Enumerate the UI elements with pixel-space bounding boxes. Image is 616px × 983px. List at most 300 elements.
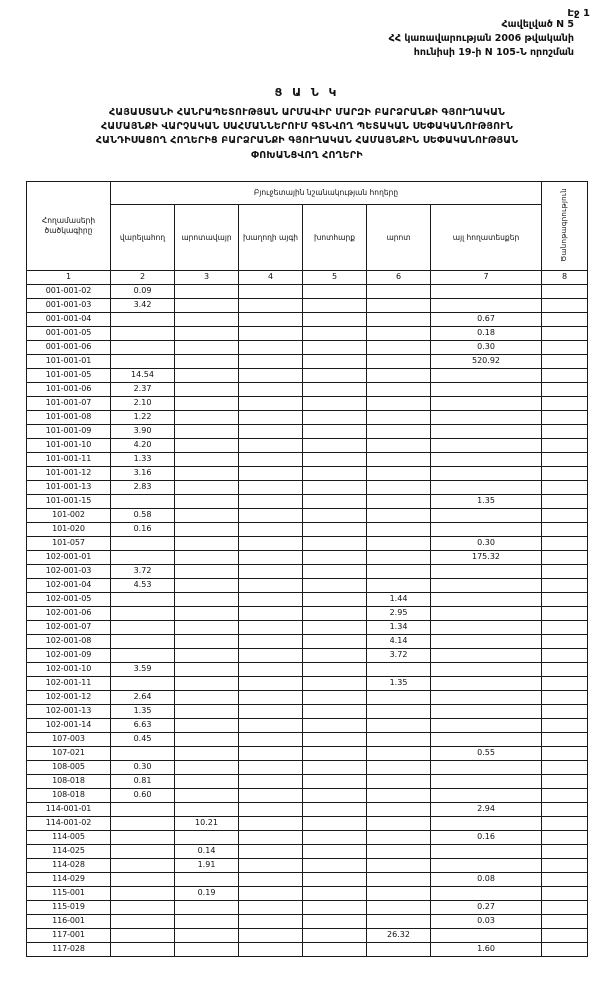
cell-col2: 0.45 [111,732,175,746]
cell-col7 [431,578,542,592]
cell-code: 101-001-15 [27,494,111,508]
cell-col7 [431,704,542,718]
cell-col8 [542,690,588,704]
table-row [27,746,588,760]
colnum-8: 8 [542,270,588,284]
cell-col6 [367,914,431,928]
cell-col7 [431,284,542,298]
cell-col8 [542,508,588,522]
cell-col7 [431,690,542,704]
cell-code: 102-001-07 [27,620,111,634]
cell-col2: 3.90 [111,424,175,438]
cell-col3 [175,564,239,578]
cell-col2 [111,326,175,340]
cell-col7 [431,760,542,774]
cell-col3 [175,550,239,564]
cell-col3 [175,340,239,354]
cell-col8 [542,606,588,620]
header-line-3: հունիսի 19-ի N 105-Ն որոշման [413,46,574,58]
cell-col3 [175,284,239,298]
cell-col7 [431,564,542,578]
cell-code: 115-001 [27,886,111,900]
cell-code: 101-020 [27,522,111,536]
cell-code: 102-001-13 [27,704,111,718]
cell-col6 [367,438,431,452]
cell-col3 [175,326,239,340]
cell-col8 [542,620,588,634]
table-row [27,396,588,410]
cell-col4 [239,382,303,396]
cell-col5 [303,564,367,578]
cell-col2 [111,550,175,564]
cell-col5 [303,732,367,746]
cell-col2 [111,914,175,928]
table-row [27,592,588,606]
title-line-1: ՀԱՅԱՍՏԱՆԻ ՀԱՆՐԱՊԵՏՈՒԹՅԱՆ ԱՐՄԱՎԻՐ ՄԱՐԶԻ ԲԱՐՁՐԱՆՔԻ ԳՅՈՒՂԱԿԱՆ [108,106,506,118]
cell-col2: 2.10 [111,396,175,410]
cell-col3: 1.91 [175,858,239,872]
cell-col4 [239,284,303,298]
cell-col3 [175,690,239,704]
cell-col3 [175,606,239,620]
cell-col4 [239,606,303,620]
cell-col7: 0.67 [431,312,542,326]
cell-col7 [431,368,542,382]
cell-col3 [175,760,239,774]
cell-col8 [542,858,588,872]
cell-col7 [431,466,542,480]
cell-col7 [431,410,542,424]
cell-col3 [175,900,239,914]
cell-col2: 0.16 [111,522,175,536]
cell-col3 [175,802,239,816]
cell-col5 [303,382,367,396]
title-line-4: ՓՈԽԱՆՑՎՈՂ ՀՈՂԵՐԻ [251,149,363,161]
header-sub-6: այլ հողատեսքեր [431,205,542,271]
cell-col3: 0.19 [175,886,239,900]
cell-code: 102-001-11 [27,676,111,690]
cell-code: 108-005 [27,760,111,774]
cell-col8 [542,802,588,816]
cell-col4 [239,354,303,368]
cell-col6 [367,900,431,914]
cell-col8 [542,438,588,452]
table-row [27,298,588,312]
cell-code: 114-025 [27,844,111,858]
cell-code: 108-018 [27,774,111,788]
table-row [27,382,588,396]
cell-col4 [239,550,303,564]
cell-col5 [303,494,367,508]
cell-col3 [175,466,239,480]
cell-col8 [542,466,588,480]
cell-col8 [542,522,588,536]
cell-col3 [175,718,239,732]
cell-col4 [239,690,303,704]
cell-code: 102-001-09 [27,648,111,662]
cell-col6 [367,816,431,830]
header-code: Հողամասերի ծածկագիրը [27,181,111,270]
table-row [27,494,588,508]
cell-code: 117-001 [27,928,111,942]
cell-col7 [431,606,542,620]
cell-col7: 1.35 [431,494,542,508]
cell-col8 [542,536,588,550]
cell-col5 [303,648,367,662]
table-row [27,634,588,648]
cell-code: 102-001-10 [27,662,111,676]
cell-col8 [542,494,588,508]
cell-col5 [303,606,367,620]
cell-col4 [239,802,303,816]
cell-code: 102-001-04 [27,578,111,592]
page-number: Էջ 1 [567,8,590,19]
cell-code: 107-021 [27,746,111,760]
cell-col6 [367,802,431,816]
cell-code: 114-001-01 [27,802,111,816]
cell-col3 [175,732,239,746]
cell-col7: 0.55 [431,746,542,760]
cell-col2 [111,816,175,830]
cell-col5 [303,438,367,452]
cell-col6 [367,788,431,802]
cell-code: 114-005 [27,830,111,844]
cell-col5 [303,312,367,326]
cell-col5 [303,550,367,564]
cell-col3 [175,578,239,592]
cell-code: 102-001-03 [27,564,111,578]
cell-col4 [239,648,303,662]
cell-col7 [431,816,542,830]
table-row [27,354,588,368]
cell-col5 [303,704,367,718]
cell-col3 [175,788,239,802]
cell-col3 [175,396,239,410]
cell-col2: 0.09 [111,284,175,298]
cell-col6 [367,354,431,368]
cell-col2: 3.72 [111,564,175,578]
cell-col3 [175,620,239,634]
cell-col8 [542,298,588,312]
cell-col4 [239,522,303,536]
cell-col8 [542,844,588,858]
cell-col6 [367,732,431,746]
cell-col6 [367,410,431,424]
cell-col5 [303,676,367,690]
cell-col4 [239,452,303,466]
cell-col3 [175,298,239,312]
cell-col2: 0.30 [111,760,175,774]
cell-col3 [175,774,239,788]
cell-col4 [239,620,303,634]
cell-col8 [542,774,588,788]
table-row [27,550,588,564]
cell-col5 [303,424,367,438]
cell-code: 107-003 [27,732,111,746]
cell-col6 [367,340,431,354]
cell-col7 [431,438,542,452]
cell-col5 [303,830,367,844]
cell-code: 101-001-09 [27,424,111,438]
cell-col5 [303,900,367,914]
cell-col6 [367,550,431,564]
cell-code: 001-001-02 [27,284,111,298]
cell-code: 116-001 [27,914,111,928]
cell-col6 [367,844,431,858]
cell-col3 [175,704,239,718]
table-row [27,760,588,774]
cell-col5 [303,508,367,522]
cell-col8 [542,914,588,928]
cell-col5 [303,746,367,760]
cell-code: 102-001-06 [27,606,111,620]
table-row [27,662,588,676]
cell-col7: 175.32 [431,550,542,564]
cell-col7: 0.16 [431,830,542,844]
cell-col2: 3.42 [111,298,175,312]
cell-col8 [542,942,588,956]
cell-col2: 1.35 [111,704,175,718]
cell-col7: 0.08 [431,872,542,886]
table-column-number-row [27,270,588,284]
cell-col4 [239,914,303,928]
cell-col8 [542,340,588,354]
header-sub-3: խաղողի այգի [239,205,303,271]
cell-col4 [239,536,303,550]
cell-col6 [367,746,431,760]
table-row [27,928,588,942]
cell-col3 [175,830,239,844]
cell-col6 [367,718,431,732]
cell-col2 [111,872,175,886]
cell-col4 [239,872,303,886]
cell-code: 117-028 [27,942,111,956]
table-row [27,732,588,746]
title-line-3: ՀԱՆԴԻՍԱՑՈՂ ՀՈՂԵՐԻՑ ԲԱՐՁՐԱՆՔԻ ԳՅՈՒՂԱԿԱՆ ՀԱՄԱՅՆՔԻՆ ՍԵՓԱԿԱՆՈՒԹՅԱՆ [95,135,519,147]
cell-col2: 2.83 [111,480,175,494]
cell-col5 [303,942,367,956]
cell-col7 [431,676,542,690]
table-row [27,872,588,886]
cell-col3 [175,914,239,928]
header-line-1: Հավելված N 5 [501,19,574,30]
table-header-group-row [27,181,588,205]
cell-col3 [175,648,239,662]
cell-col6: 4.14 [367,634,431,648]
cell-col5 [303,578,367,592]
cell-col3 [175,928,239,942]
cell-col7: 0.03 [431,914,542,928]
cell-code: 114-029 [27,872,111,886]
cell-col5 [303,802,367,816]
cell-col5 [303,354,367,368]
cell-col2: 14.54 [111,368,175,382]
cell-col7 [431,774,542,788]
cell-col4 [239,844,303,858]
cell-col7 [431,522,542,536]
table-row [27,452,588,466]
cell-col5 [303,480,367,494]
cell-col4 [239,788,303,802]
header-line-2: ՀՀ կառավարության 2006 թվականի [388,32,574,44]
cell-col6 [367,298,431,312]
cell-code: 001-001-03 [27,298,111,312]
cell-col5 [303,536,367,550]
cell-code: 114-001-02 [27,816,111,830]
cell-col3 [175,410,239,424]
table-row [27,312,588,326]
cell-col6 [367,494,431,508]
cell-col6 [367,522,431,536]
table-row [27,774,588,788]
colnum-3: 3 [175,270,239,284]
cell-col2: 4.53 [111,578,175,592]
cell-code: 101-001-08 [27,410,111,424]
cell-col4 [239,466,303,480]
cell-code: 101-001-07 [27,396,111,410]
cell-col8 [542,676,588,690]
cell-col6 [367,536,431,550]
cell-col8 [542,718,588,732]
cell-col3 [175,494,239,508]
cell-col5 [303,592,367,606]
cell-col3 [175,634,239,648]
cell-col6 [367,396,431,410]
cell-col4 [239,578,303,592]
cell-col4 [239,858,303,872]
cell-col5 [303,858,367,872]
cell-col4 [239,340,303,354]
title-main: Ց Ա Ն Կ [274,86,340,100]
cell-col6 [367,564,431,578]
cell-col7 [431,858,542,872]
cell-col5 [303,928,367,942]
cell-col5 [303,466,367,480]
cell-col4 [239,396,303,410]
cell-col2: 0.60 [111,788,175,802]
cell-col7 [431,452,542,466]
cell-code: 102-001-14 [27,718,111,732]
cell-col5 [303,396,367,410]
cell-col2: 0.81 [111,774,175,788]
table-row [27,438,588,452]
table-row [27,830,588,844]
cell-col2 [111,746,175,760]
table-row [27,886,588,900]
cell-code: 101-057 [27,536,111,550]
cell-col6: 26.32 [367,928,431,942]
table-row [27,648,588,662]
cell-col5 [303,326,367,340]
cell-col4 [239,900,303,914]
cell-col8 [542,382,588,396]
cell-col4 [239,634,303,648]
colnum-7: 7 [431,270,542,284]
cell-col6: 2.95 [367,606,431,620]
cell-col6 [367,872,431,886]
table-row [27,942,588,956]
cell-col2 [111,620,175,634]
cell-code: 102-001-01 [27,550,111,564]
table-row [27,578,588,592]
cell-col6: 1.35 [367,676,431,690]
cell-col2: 4.20 [111,438,175,452]
cell-code: 101-001-13 [27,480,111,494]
table-row [27,718,588,732]
cell-col8 [542,550,588,564]
cell-col8 [542,928,588,942]
cell-code: 115-019 [27,900,111,914]
cell-col3 [175,872,239,886]
cell-code: 101-001-01 [27,354,111,368]
cell-col8 [542,830,588,844]
cell-col5 [303,452,367,466]
cell-col6 [367,326,431,340]
cell-col7 [431,732,542,746]
cell-col7: 520.92 [431,354,542,368]
cell-col2: 3.16 [111,466,175,480]
cell-col5 [303,844,367,858]
cell-col7: 1.60 [431,942,542,956]
cell-col5 [303,410,367,424]
cell-col5 [303,634,367,648]
table-row [27,620,588,634]
cell-col3 [175,942,239,956]
cell-col7 [431,396,542,410]
cell-col7 [431,298,542,312]
cell-col8 [542,368,588,382]
cell-code: 101-001-06 [27,382,111,396]
cell-col7 [431,508,542,522]
cell-col7 [431,592,542,606]
cell-col4 [239,928,303,942]
cell-col6 [367,942,431,956]
colnum-4: 4 [239,270,303,284]
cell-col2 [111,536,175,550]
cell-col7 [431,886,542,900]
cell-col7 [431,480,542,494]
cell-code: 101-001-10 [27,438,111,452]
cell-col3 [175,746,239,760]
cell-col2 [111,354,175,368]
cell-col5 [303,662,367,676]
cell-col4 [239,774,303,788]
cell-col2 [111,592,175,606]
cell-col6 [367,480,431,494]
cell-col2 [111,312,175,326]
cell-col8 [542,760,588,774]
cell-col6 [367,382,431,396]
cell-col8 [542,592,588,606]
cell-col6 [367,704,431,718]
cell-col2 [111,900,175,914]
cell-col8 [542,452,588,466]
cell-code: 102-001-08 [27,634,111,648]
table-row [27,564,588,578]
cell-col6: 3.72 [367,648,431,662]
cell-col8 [542,480,588,494]
cell-col2 [111,886,175,900]
cell-col5 [303,690,367,704]
table-row [27,844,588,858]
table-row [27,326,588,340]
cell-col2 [111,928,175,942]
cell-col2 [111,648,175,662]
cell-col6 [367,760,431,774]
table-row [27,368,588,382]
cell-col4 [239,592,303,606]
cell-col8 [542,312,588,326]
